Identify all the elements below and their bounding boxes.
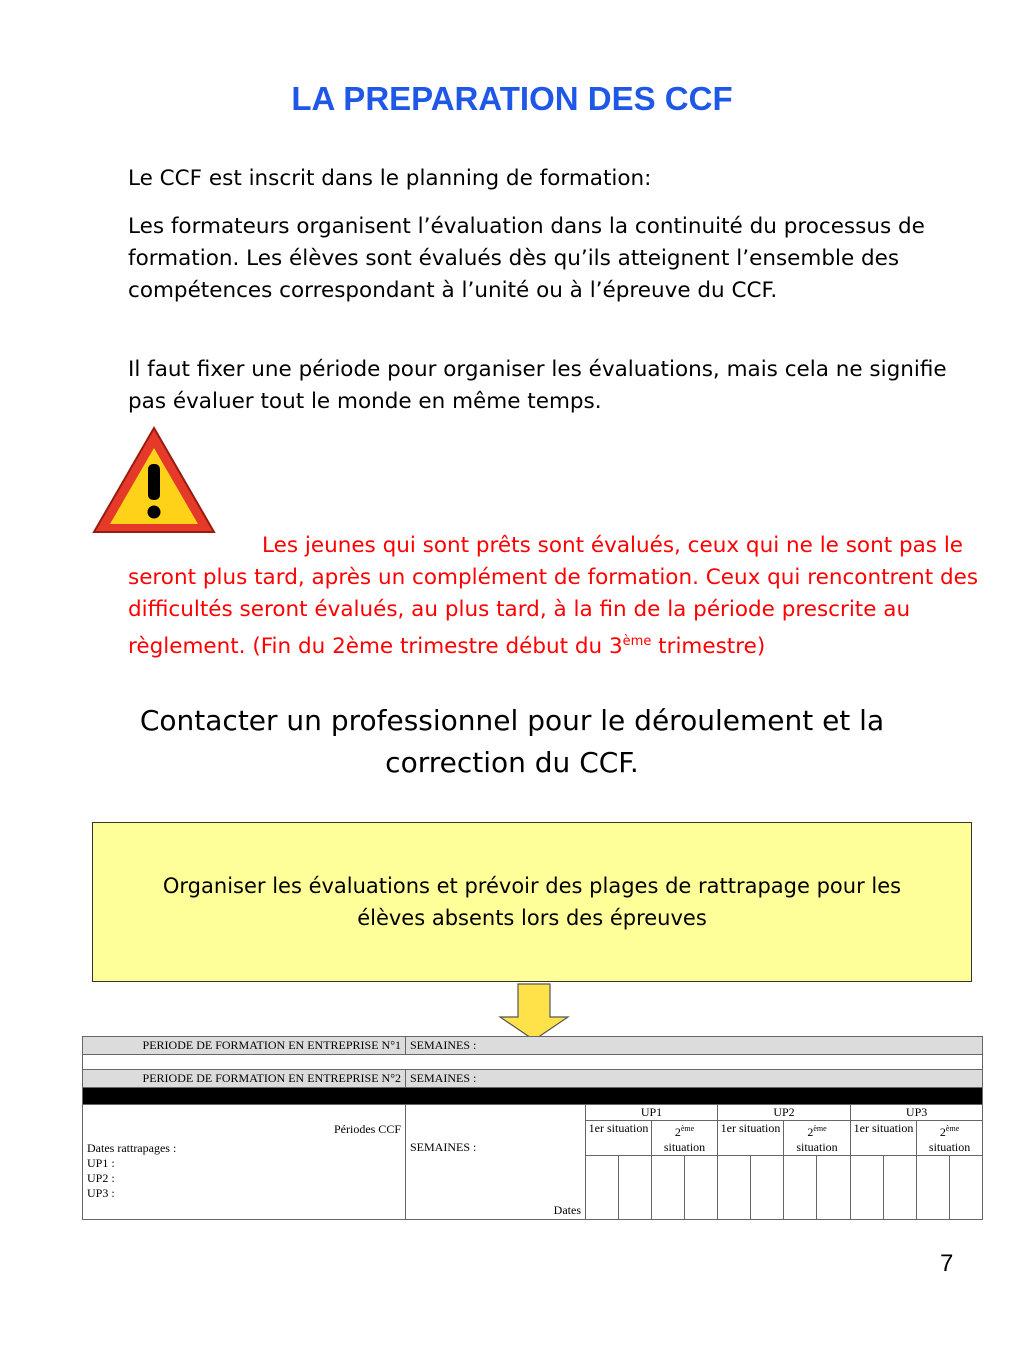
up3-situation-2-sup: ème: [945, 1124, 960, 1133]
dates-label: Dates: [553, 1203, 581, 1217]
date-cell[interactable]: [685, 1156, 718, 1220]
periodes-ccf-cell: [83, 1105, 406, 1220]
up3-situation-1: 1er situation: [851, 1121, 917, 1156]
up1-header: UP1: [586, 1105, 718, 1121]
up2-rattrapage-label: UP2 :: [87, 1171, 115, 1185]
up3-situation-2: [917, 1121, 983, 1156]
up1-situation-2: [652, 1121, 718, 1156]
date-cell[interactable]: [586, 1156, 619, 1220]
paragraph-periode: Il faut fixer une période pour organiser les évaluations, mais cela ne signifie pas évaluer tout le monde en même temps.: [128, 357, 947, 414]
paragraph-ccf-planning: Le CCF est inscrit dans le planning de formation:: [128, 166, 652, 191]
warning-text-sup: ème: [622, 634, 652, 649]
semaines-label: SEMAINES :: [410, 1140, 477, 1154]
up1-situation-1: 1er situation: [586, 1121, 652, 1156]
table-spacer: [83, 1055, 983, 1070]
page-number: 7: [940, 1250, 954, 1277]
table-row: [83, 1055, 983, 1070]
semaines-dates-cell: [406, 1105, 586, 1220]
up2-situation-2: [784, 1121, 851, 1156]
date-cell[interactable]: [950, 1156, 983, 1220]
warning-text-body: Les jeunes qui sont prêts sont évalués, ceux qui ne le sont pas le seront plus tard, après un complément de formation. Ceux qui rencontrent des difficultés seront évalués, au plus tard, à la fin de la période prescrite au règlement. (Fin du 2ème trimestre début du 3: [128, 533, 979, 660]
pfe1-label: PERIODE DE FORMATION EN ENTREPRISE N°1: [83, 1037, 406, 1055]
up1-situation-2-sup: ème: [680, 1124, 695, 1133]
date-cell[interactable]: [784, 1156, 817, 1220]
down-arrow-icon: [498, 983, 570, 1041]
up3-header: UP3: [851, 1105, 983, 1121]
page-title: LA PREPARATION DES CCF: [291, 80, 733, 117]
date-cell[interactable]: [917, 1156, 950, 1220]
up2-situation-2-word: situation: [796, 1140, 838, 1154]
date-cell[interactable]: [851, 1156, 884, 1220]
rattrapage-box-text: Organiser les évaluations et prévoir des plages de rattrapage pour les élèves absents lors des épreuves: [162, 874, 902, 930]
up1-situation-2-word: situation: [663, 1140, 706, 1154]
table-row: [83, 1037, 983, 1055]
table-black-divider: [83, 1088, 983, 1105]
periodes-ccf-label: Périodes CCF: [333, 1122, 401, 1136]
contact-professionnel-text: Contacter un professionnel pour le déroulement et la correction du CCF.: [139, 704, 885, 779]
up1-rattrapage-label: UP1 :: [87, 1156, 115, 1170]
date-cell[interactable]: [718, 1156, 751, 1220]
up3-rattrapage-label: UP3 :: [87, 1186, 115, 1200]
up3-situation-2-num: 2: [939, 1125, 946, 1139]
up2-situation-2-sup: ème: [813, 1124, 827, 1133]
rattrapage-box: [92, 822, 972, 982]
up3-situation-2-word: situation: [928, 1140, 971, 1154]
date-cell[interactable]: [751, 1156, 784, 1220]
pfe2-label: PERIODE DE FORMATION EN ENTREPRISE N°2: [83, 1070, 406, 1088]
warning-text-tail: trimestre): [651, 634, 766, 660]
up2-situation-1: 1er situation: [718, 1121, 784, 1156]
ccf-planning-table: [82, 1036, 983, 1220]
date-cell[interactable]: [817, 1156, 851, 1220]
up2-situation-2-num: 2: [807, 1125, 814, 1139]
pfe1-semaines: SEMAINES :: [406, 1037, 983, 1055]
table-row: [83, 1070, 983, 1088]
dates-rattrapages-label: Dates rattrapages :: [87, 1141, 177, 1155]
up1-situation-2-num: 2: [674, 1125, 681, 1139]
date-cell[interactable]: [652, 1156, 685, 1220]
paragraph-formateurs: Les formateurs organisent l’évaluation dans la continuité du processus de formation. Les élèves sont évalués dès qu’ils atteignent l’ensemble des compétences correspondant à l’unité ou à l’épreuve du CCF.: [128, 214, 925, 303]
warning-sign-icon: [90, 424, 218, 536]
date-cell[interactable]: [884, 1156, 917, 1220]
pfe2-semaines: SEMAINES :: [406, 1070, 983, 1088]
table-row: [83, 1088, 983, 1105]
table-row: [83, 1105, 983, 1121]
up2-header: UP2: [718, 1105, 851, 1121]
date-cell[interactable]: [619, 1156, 652, 1220]
warning-text: [128, 530, 998, 663]
